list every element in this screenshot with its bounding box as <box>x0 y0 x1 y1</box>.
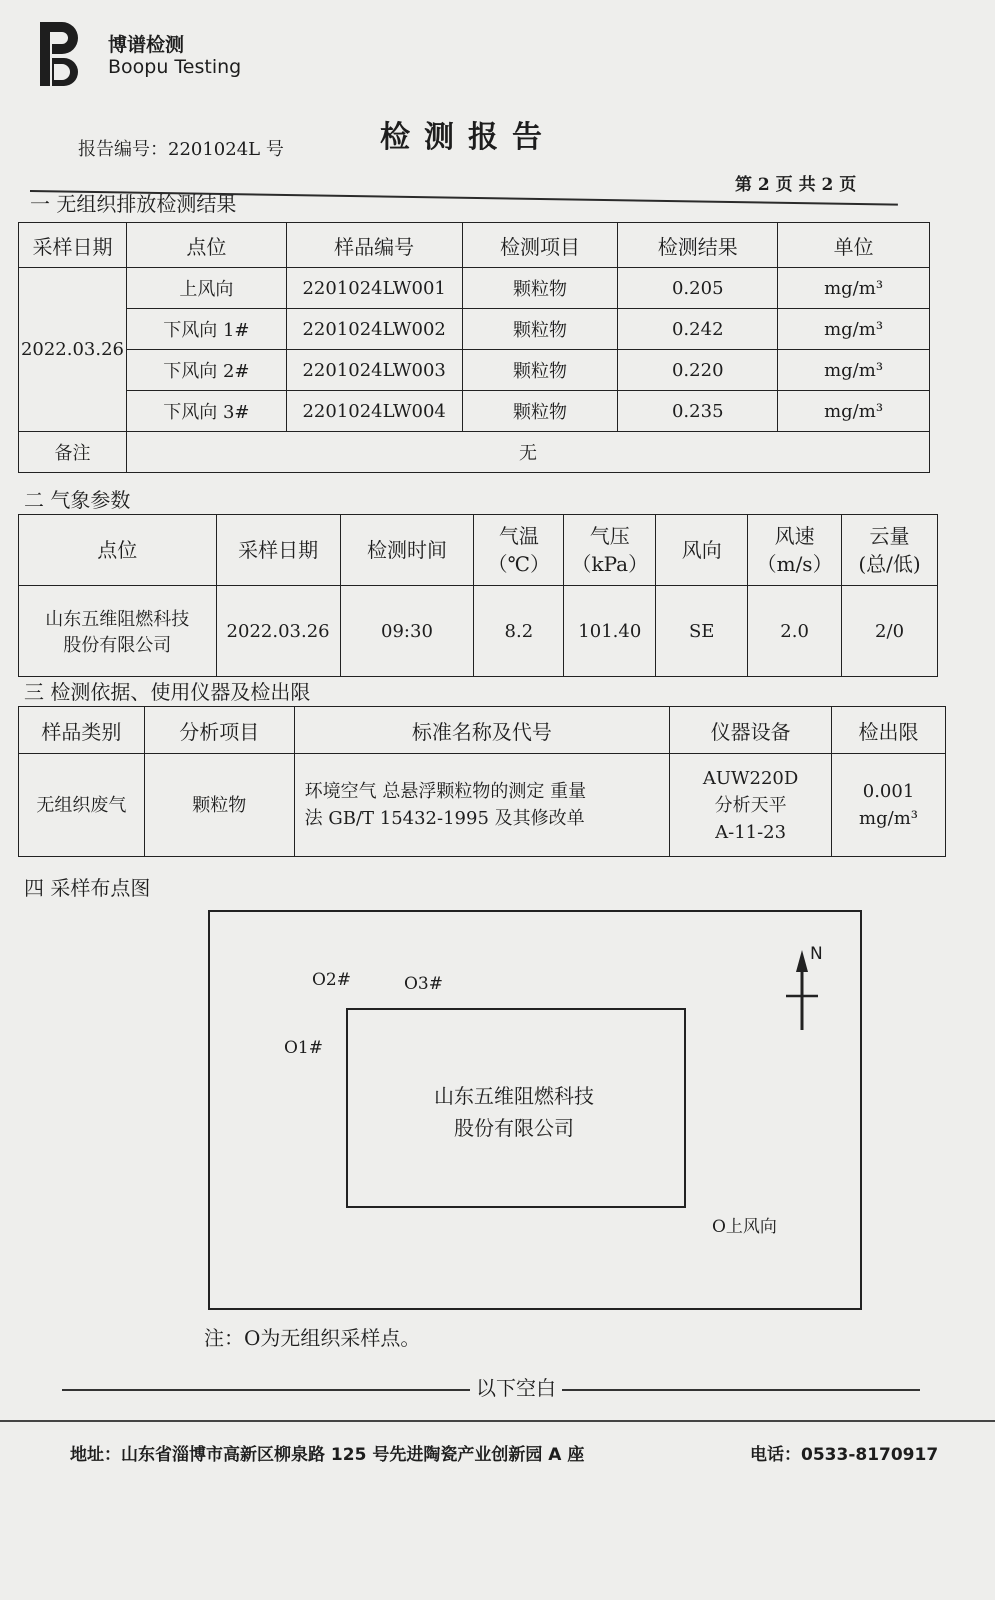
section4-heading: 四 采样布点图 <box>24 876 151 900</box>
col-header: 采样日期 <box>19 223 127 268</box>
col-header: 检出限 <box>832 707 946 754</box>
col-header: 样品编号 <box>286 223 462 268</box>
pressure-unit: （kPa） <box>571 552 649 576</box>
col-header <box>748 515 842 586</box>
point-cell <box>19 586 217 677</box>
col-header <box>842 515 938 586</box>
remark-row <box>19 432 930 473</box>
col-header: 检测时间 <box>340 515 474 586</box>
item-cell: 颗粒物 <box>462 268 618 309</box>
sample-point-3: O3# <box>404 974 443 994</box>
instrument-line1: AUW220D <box>702 767 799 789</box>
dash-left <box>62 1389 470 1391</box>
wind-speed-header: 风速 <box>774 524 815 548</box>
pressure-header: 气压 <box>589 524 630 548</box>
table-header-row <box>19 707 946 754</box>
blank-marker-text: 以下空白 <box>476 1376 556 1400</box>
footer-address: 地址：山东省淄博市高新区柳泉路 125 号先进陶瓷产业创新园 A 座 <box>70 1445 585 1465</box>
cloud-unit: (总/低) <box>858 552 921 576</box>
table-row <box>19 754 946 857</box>
result-cell: 0.242 <box>618 309 778 350</box>
point-line2: 股份有限公司 <box>63 635 172 656</box>
point-cell: 上风向 <box>126 268 286 309</box>
unit-cell: mg/m³ <box>778 309 930 350</box>
point-line1: 山东五维阻燃科技 <box>45 609 190 630</box>
col-header: 风向 <box>656 515 748 586</box>
table-header-row <box>19 515 938 586</box>
sample-id-cell: 2201024LW001 <box>286 268 462 309</box>
wind-speed-cell: 2.0 <box>748 586 842 677</box>
temp-unit: （℃） <box>487 552 551 576</box>
sample-id-cell: 2201024LW003 <box>286 350 462 391</box>
table-row <box>19 309 930 350</box>
limit-line1: 0.001 <box>862 781 915 802</box>
table-row <box>19 268 930 309</box>
unit-cell: mg/m³ <box>778 391 930 432</box>
north-arrow-icon <box>782 944 832 1036</box>
unit-cell: mg/m³ <box>778 350 930 391</box>
item-cell: 颗粒物 <box>462 391 618 432</box>
standard-line1: 环境空气 总悬浮颗粒物的测定 重量 <box>304 781 587 802</box>
standard-cell <box>294 754 670 857</box>
wind-speed-unit: （m/s） <box>756 552 833 576</box>
instrument-line3: A-11-23 <box>715 821 787 843</box>
sample-id-cell: 2201024LW002 <box>286 309 462 350</box>
col-header: 检测项目 <box>462 223 618 268</box>
category-cell: 无组织废气 <box>19 754 145 857</box>
method-instrument-table <box>18 706 946 857</box>
dash-right <box>562 1389 920 1391</box>
page-info: 第 2 页 共 2 页 <box>735 175 857 195</box>
factory-name-line2: 股份有限公司 <box>454 1116 574 1140</box>
col-header: 标准名称及代号 <box>294 707 670 754</box>
pressure-cell: 101.40 <box>564 586 656 677</box>
section1-heading: 一 无组织排放检测结果 <box>30 192 237 216</box>
boopu-logo <box>34 18 86 90</box>
remark-label: 备注 <box>19 432 127 473</box>
item-cell: 颗粒物 <box>462 350 618 391</box>
col-header <box>474 515 564 586</box>
col-header: 单位 <box>778 223 930 268</box>
brand-name-cn: 博谱检测 <box>108 34 185 56</box>
instrument-line2: 分析天平 <box>714 794 787 816</box>
item-cell: 颗粒物 <box>462 309 618 350</box>
cloud-cell: 2/0 <box>842 586 938 677</box>
point-cell: 下风向 1# <box>126 309 286 350</box>
point-cell: 下风向 3# <box>126 391 286 432</box>
footer-phone: 电话：0533-8170917 <box>750 1445 939 1465</box>
item-cell: 颗粒物 <box>144 754 294 857</box>
report-title: 检测报告 <box>380 120 556 155</box>
limit-cell <box>832 754 946 857</box>
table-row <box>19 586 938 677</box>
section2-heading: 二 气象参数 <box>24 488 131 512</box>
col-header: 点位 <box>126 223 286 268</box>
factory-label <box>346 1080 682 1144</box>
point-cell: 下风向 2# <box>126 350 286 391</box>
col-header: 样品类别 <box>19 707 145 754</box>
col-header: 分析项目 <box>144 707 294 754</box>
col-header: 点位 <box>19 515 217 586</box>
col-header: 采样日期 <box>216 515 340 586</box>
brand-name-en: Boopu Testing <box>108 56 242 78</box>
col-header: 检测结果 <box>618 223 778 268</box>
wind-dir-cell: SE <box>656 586 748 677</box>
temp-header: 气温 <box>498 524 539 548</box>
sample-point-1: O1# <box>284 1038 323 1058</box>
emission-results-table <box>18 222 930 473</box>
date-cell: 2022.03.26 <box>216 586 340 677</box>
report-number: 报告编号：2201024L 号 <box>78 139 284 160</box>
map-note: 注：O为无组织采样点。 <box>204 1326 421 1350</box>
blank-marker <box>60 1372 922 1401</box>
table-row <box>19 391 930 432</box>
temp-cell: 8.2 <box>474 586 564 677</box>
result-cell: 0.220 <box>618 350 778 391</box>
result-cell: 0.205 <box>618 268 778 309</box>
section3-heading: 三 检测依据、使用仪器及检出限 <box>24 680 311 704</box>
sample-point-upwind: O上风向 <box>712 1217 777 1237</box>
weather-params-table <box>18 514 938 677</box>
instrument-cell <box>670 754 832 857</box>
standard-line2: 法 GB/T 15432-1995 及其修改单 <box>304 808 585 829</box>
sample-id-cell: 2201024LW004 <box>286 391 462 432</box>
remark-value: 无 <box>126 432 929 473</box>
unit-cell: mg/m³ <box>778 268 930 309</box>
north-label: N <box>810 944 823 964</box>
result-cell: 0.235 <box>618 391 778 432</box>
cloud-header: 云量 <box>869 524 910 548</box>
table-row <box>19 350 930 391</box>
col-header <box>564 515 656 586</box>
sampling-date-cell: 2022.03.26 <box>19 268 127 432</box>
col-header: 仪器设备 <box>670 707 832 754</box>
sample-point-2: O2# <box>312 970 351 990</box>
time-cell: 09:30 <box>340 586 474 677</box>
table-header-row <box>19 223 930 268</box>
factory-name-line1: 山东五维阻燃科技 <box>434 1084 594 1108</box>
footer-divider <box>0 1420 995 1422</box>
limit-line2: mg/m³ <box>859 808 918 829</box>
